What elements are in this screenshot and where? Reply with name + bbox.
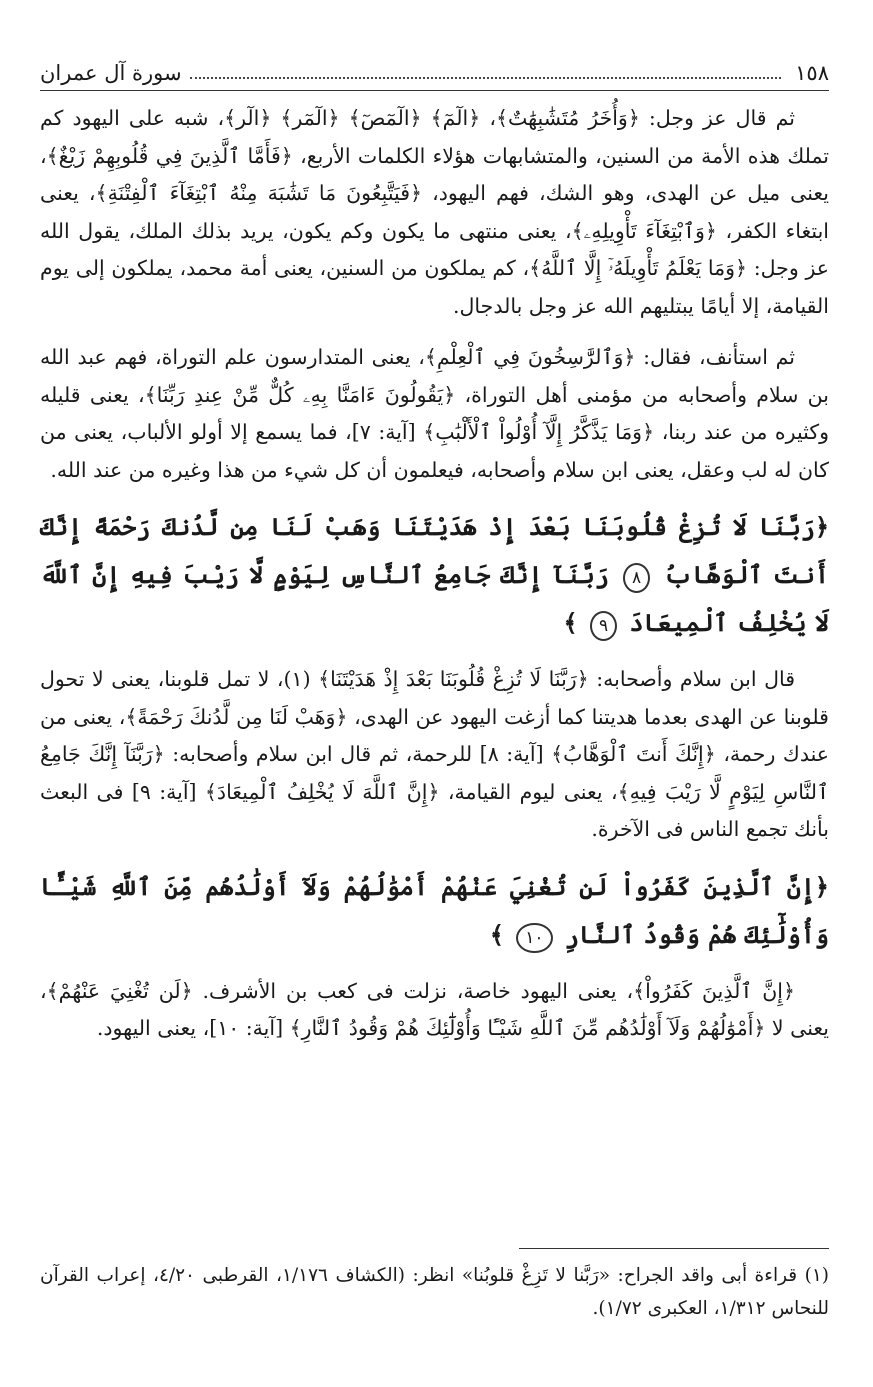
surah-title: سورة آل عمران [40,61,182,85]
commentary-paragraph: قال ابن سلام وأصحابه: ﴿رَبَّنَا لَا تُزِغْ قُلُوبَنَا بَعْدَ إِذْ هَدَيْتَنَا﴾ (١)، لا تمل قلوبنا، يعنى لا تحول قلوبنا عن الهدى بعدما هديتنا كما أزغت اليهود عن الهدى، ﴿وَهَبْ لَنَا مِن لَّدُنكَ رَحْمَةً﴾، يعنى من عندك رحمة، ﴿إِنَّكَ أَنتَ ٱلْوَهَّابُ﴾ [آية: ٨] للرحمة، ثم قال ابن سلام وأصحابه: ﴿رَبَّنَآ إِنَّكَ جَامِعُ ٱلنَّاسِ لِيَوْمٍ لَّا رَيْبَ فِيهِ﴾، يعنى ليوم القيامة، ﴿إِنَّ ٱللَّهَ لَا يُخْلِفُ ٱلْمِيعَادَ﴾ [آية: ٩] فى البعث بأنك تجمع الناس فى الآخرة. [40,667,830,841]
quran-verse-block [40,863,829,959]
page-body [40,100,829,1048]
footnote-divider [519,1248,829,1249]
verse-close-bracket: ﴾ [563,608,578,637]
page-number: ١٥٨ [795,61,829,85]
header-dotted-leader [190,77,782,79]
ayah-number-marker: ٨ [623,563,650,593]
verse-text: ﴿إِنَّ ٱلَّذِينَ كَفَرُواْ لَن تُغْنِيَ عَنْهُمْ أَمْوَٰلُهُمْ وَلَآ أَوْلَٰدُهُم مِّنَ ٱللَّهِ شَيْـًٔا وَأُوْلَٰٓئِكَ هُمْ وَقُودُ ٱلنَّارِ [40,871,829,949]
footnote-text: (١) قراءة أبى واقد الجراح: «رَبَّنا لا تَزِغْ قلوبُنا» انظر: (الكشاف ١/١٧٦، القرطبى ٤/٢٠، إعراب القرآن للنحاس ١/٣١٢، العكبرى ١/٧٢). [40,1265,829,1319]
commentary-paragraph: ﴿إِنَّ ٱلَّذِينَ كَفَرُواْ﴾، يعنى اليهود خاصة، نزلت فى كعب بن الأشرف. ﴿لَن تُغْنِيَ عَنْهُمْ﴾، يعنى لا ﴿أَمْوَٰلُهُمْ وَلَآ أَوْلَٰدُهُم مِّنَ ٱللَّهِ شَيْـًٔا وَأُوْلَٰٓئِكَ هُمْ وَقُودُ ٱلنَّارِ﴾ [آية: ١٠]، يعنى اليهود. [40,978,829,1040]
verse-text: ﴿رَبَّنَا لَا تُزِغْ قُلُوبَنَا بَعْدَ إِذْ هَدَيْتَنَا وَهَبْ لَنَا مِن لَّدُنكَ رَحْمَةً إِنَّكَ أَنتَ ٱلْوَهَّابُ [40,512,830,589]
commentary-paragraph: ثم استأنف، فقال: ﴿وَٱلرَّٰسِخُونَ فِي ٱلْعِلْمِ﴾، يعنى المتدارسون علم التوراة، فهم عبد الله بن سلام وأصحابه من مؤمنى أهل التوراة، ﴿يَقُولُونَ ءَامَنَّا بِهِۦ كُلٌّ مِّنْ عِندِ رَبِّنَا﴾، يعنى قليله وكثيره من عند ربنا، ﴿وَمَا يَذَّكَّرُ إِلَّآ أُوْلُواْ ٱلْأَلْبَٰبِ﴾ [آية: ٧]، فما يسمع إلا أولو الألباب، يعنى من كان له لب وعقل، يعنى ابن سلام وأصحابه، فيعلمون أن كل شيء من هذا وغيره من عند الله. [40,345,829,482]
page-header [40,56,829,91]
verse-text: رَبَّنَآ إِنَّكَ جَامِعُ ٱلنَّاسِ لِيَوْمٍ لَّا رَيْبَ فِيهِ إِنَّ ٱللَّهَ لَا يُخْلِفُ ٱلْمِيعَادَ [40,560,829,637]
verse-close-bracket: ﴾ [489,919,504,949]
commentary-paragraph: ثم قال عز وجل: ﴿وَأُخَرُ مُتَشَٰبِهَٰتٌ﴾، ﴿الٓمٓ﴾ ﴿الٓمٓصٓ﴾ ﴿الٓمٓر﴾ ﴿الٓر﴾، شبه على اليهود كم تملك هذه الأمة من السنين، والمتشابهات هؤلاء الكلمات الأربع، ﴿فَأَمَّا ٱلَّذِينَ فِي قُلُوبِهِمْ زَيْغٌ﴾، يعنى ميل عن الهدى، وهو الشك، فهم اليهود، ﴿فَيَتَّبِعُونَ مَا تَشَٰبَهَ مِنْهُ ٱبْتِغَآءَ ٱلْفِتْنَةِ﴾، يعنى ابتغاء الكفر، ﴿وَٱبْتِغَآءَ تَأْوِيلِهِۦ﴾، يعنى منتهى ما يكون وكم يكون، يريد بذلك الملك، يقول الله عز وجل: ﴿وَمَا يَعْلَمُ تَأْوِيلَهُۥٓ إِلَّا ٱللَّهُ﴾، كم يملكون من السنين، يعنى أمة محمد، يملكون إلى يوم القيامة، إلا أيامًا يبتليهم الله عز وجل بالدجال. [40,106,829,318]
ayah-number-marker: ١٠ [516,923,552,953]
ayah-number-marker: ٩ [590,611,617,641]
quran-verse-block [40,503,829,647]
footnotes-section [40,1248,829,1325]
